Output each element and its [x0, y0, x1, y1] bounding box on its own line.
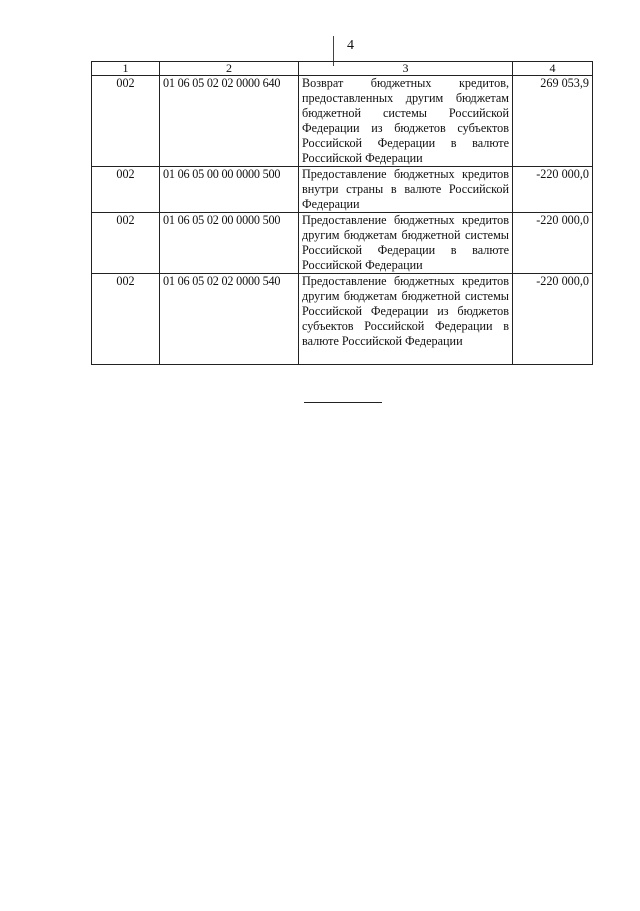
budget-code-cell: 01 06 05 00 00 0000 500: [160, 167, 299, 213]
amount-cell: -220 000,0: [513, 274, 593, 365]
admin-code-cell: 002: [92, 213, 160, 274]
item-name-cell: Предоставление бюджетных кредитов внутри страны в валюте Российской Федерации: [299, 167, 513, 213]
amount-cell: -220 000,0: [513, 167, 593, 213]
amount-cell: -220 000,0: [513, 213, 593, 274]
budget-code-cell: 01 06 05 02 02 0000 540: [160, 274, 299, 365]
column-header-2: 2: [160, 62, 299, 76]
column-header-3: 3: [299, 62, 513, 76]
admin-code-cell: 002: [92, 76, 160, 167]
column-header-4: 4: [513, 62, 593, 76]
table-row: [92, 274, 593, 365]
item-name-cell: Предоставление бюджетных кредитов другим бюджетам бюджетной системы Российской Федерации в валюте Российской Федерации: [299, 213, 513, 274]
table-row: [92, 76, 593, 167]
column-header-1: 1: [92, 62, 160, 76]
admin-code-cell: 002: [92, 167, 160, 213]
table-row: [92, 213, 593, 274]
end-of-table-rule: [304, 402, 382, 403]
amount-cell: 269 053,9: [513, 76, 593, 167]
budget-code-cell: 01 06 05 02 02 0000 640: [160, 76, 299, 167]
item-name-cell: Предоставление бюджетных кредитов другим бюджетам бюджетной системы Российской Федерации из бюджетов субъектов Российской Федерации в валюте Российской Федерации: [299, 274, 513, 365]
item-name-cell: Возврат бюджетных кредитов, предоставленных другим бюджетам бюджетной системы Российской Федерации из бюджетов субъектов Российской Федерации в валюте Российской Федерации: [299, 76, 513, 167]
budget-code-cell: 01 06 05 02 00 0000 500: [160, 213, 299, 274]
table-row: [92, 167, 593, 213]
table-header-row: [92, 62, 593, 76]
budget-sources-table: [91, 61, 593, 365]
page-number: 4: [347, 38, 354, 53]
admin-code-cell: 002: [92, 274, 160, 365]
